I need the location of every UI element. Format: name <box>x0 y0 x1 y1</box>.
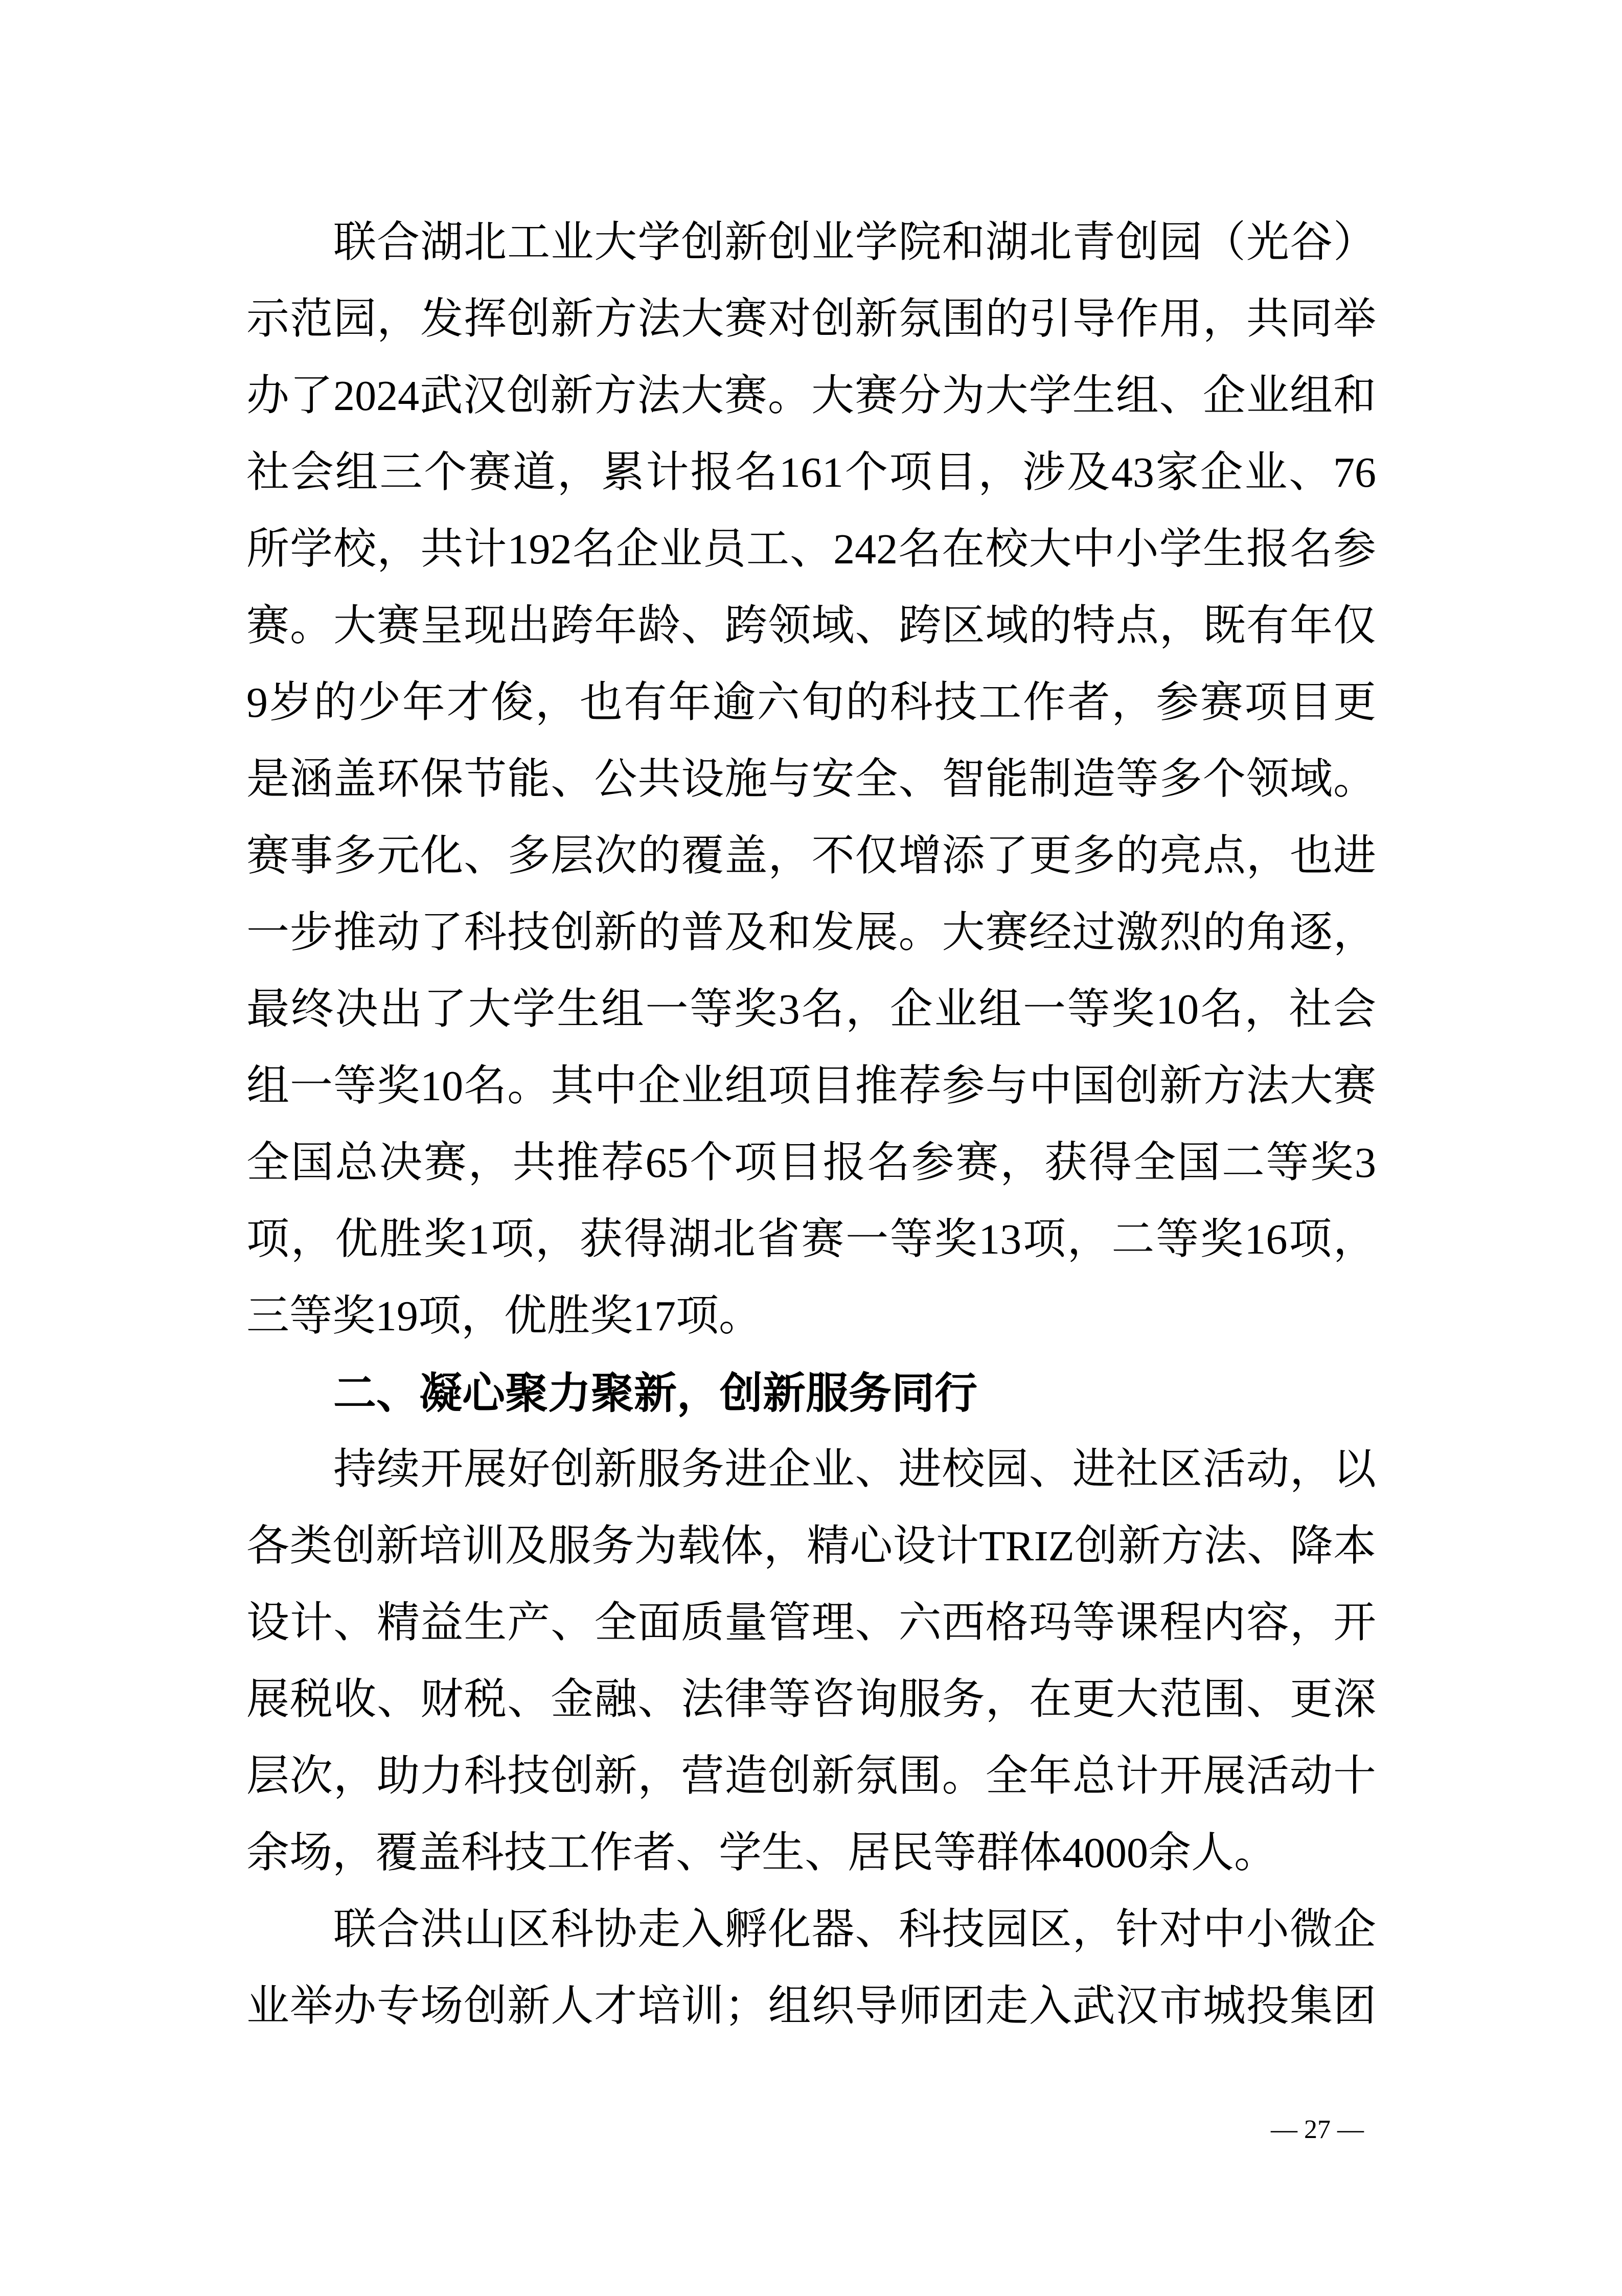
text-line: 各类创新培训及服务为载体，精心设计TRIZ创新方法、降本 <box>246 1522 1376 1570</box>
text-line: 业举办专场创新人才培训；组织导师团走入武汉市城投集团 <box>246 1983 1376 2030</box>
text-line: 项，优胜奖1项，获得湖北省赛一等奖13项，二等奖16项， <box>246 1216 1376 1263</box>
text-line: 联合湖北工业大学创新创业学院和湖北青创园（光谷） <box>333 219 1376 266</box>
text-line: 示范园，发挥创新方法大赛对创新氛围的引导作用，共同举 <box>246 295 1376 343</box>
text-line: 9岁的少年才俊，也有年逾六旬的科技工作者，参赛项目更 <box>246 679 1376 726</box>
text-line: 组一等奖10名。其中企业组项目推荐参与中国创新方法大赛 <box>246 1062 1376 1110</box>
document-text-block <box>246 204 1376 2045</box>
text-line: 一步推动了科技创新的普及和发展。大赛经过激烈的角逐， <box>246 909 1376 957</box>
text-line: 最终决出了大学生组一等奖3名，企业组一等奖10名，社会 <box>246 986 1376 1033</box>
text-line: 赛事多元化、多层次的覆盖，不仅增添了更多的亮点，也进 <box>246 832 1376 880</box>
page-number: — 27 — <box>1271 2115 1364 2144</box>
text-line: 是涵盖环保节能、公共设施与安全、智能制造等多个领域。 <box>246 756 1376 803</box>
text-line: 办了2024武汉创新方法大赛。大赛分为大学生组、企业组和 <box>246 372 1376 420</box>
section-heading: 二、凝心聚力聚新，创新服务同行 <box>333 1369 978 1417</box>
text-line: 余场，覆盖科技工作者、学生、居民等群体4000余人。 <box>246 1829 1277 1877</box>
text-line: 联合洪山区科协走入孵化器、科技园区，针对中小微企 <box>333 1906 1376 1953</box>
text-line: 赛。大赛呈现出跨年龄、跨领域、跨区域的特点，既有年仅 <box>246 602 1376 650</box>
text-line: 所学校，共计192名企业员工、242名在校大中小学生报名参 <box>246 526 1376 573</box>
text-line: 三等奖19项，优胜奖17项。 <box>246 1292 762 1340</box>
text-line: 社会组三个赛道，累计报名161个项目，涉及43家企业、76 <box>246 449 1376 496</box>
text-line: 全国总决赛，共推荐65个项目报名参赛，获得全国二等奖3 <box>246 1139 1376 1187</box>
text-line: 展税收、财税、金融、法律等咨询服务，在更大范围、更深 <box>246 1676 1376 1723</box>
text-line: 持续开展好创新服务进企业、进校园、进社区活动，以 <box>333 1446 1376 1493</box>
text-line: 层次，助力科技创新，营造创新氛围。全年总计开展活动十 <box>246 1753 1376 1800</box>
text-line: 设计、精益生产、全面质量管理、六西格玛等课程内容，开 <box>246 1599 1376 1647</box>
